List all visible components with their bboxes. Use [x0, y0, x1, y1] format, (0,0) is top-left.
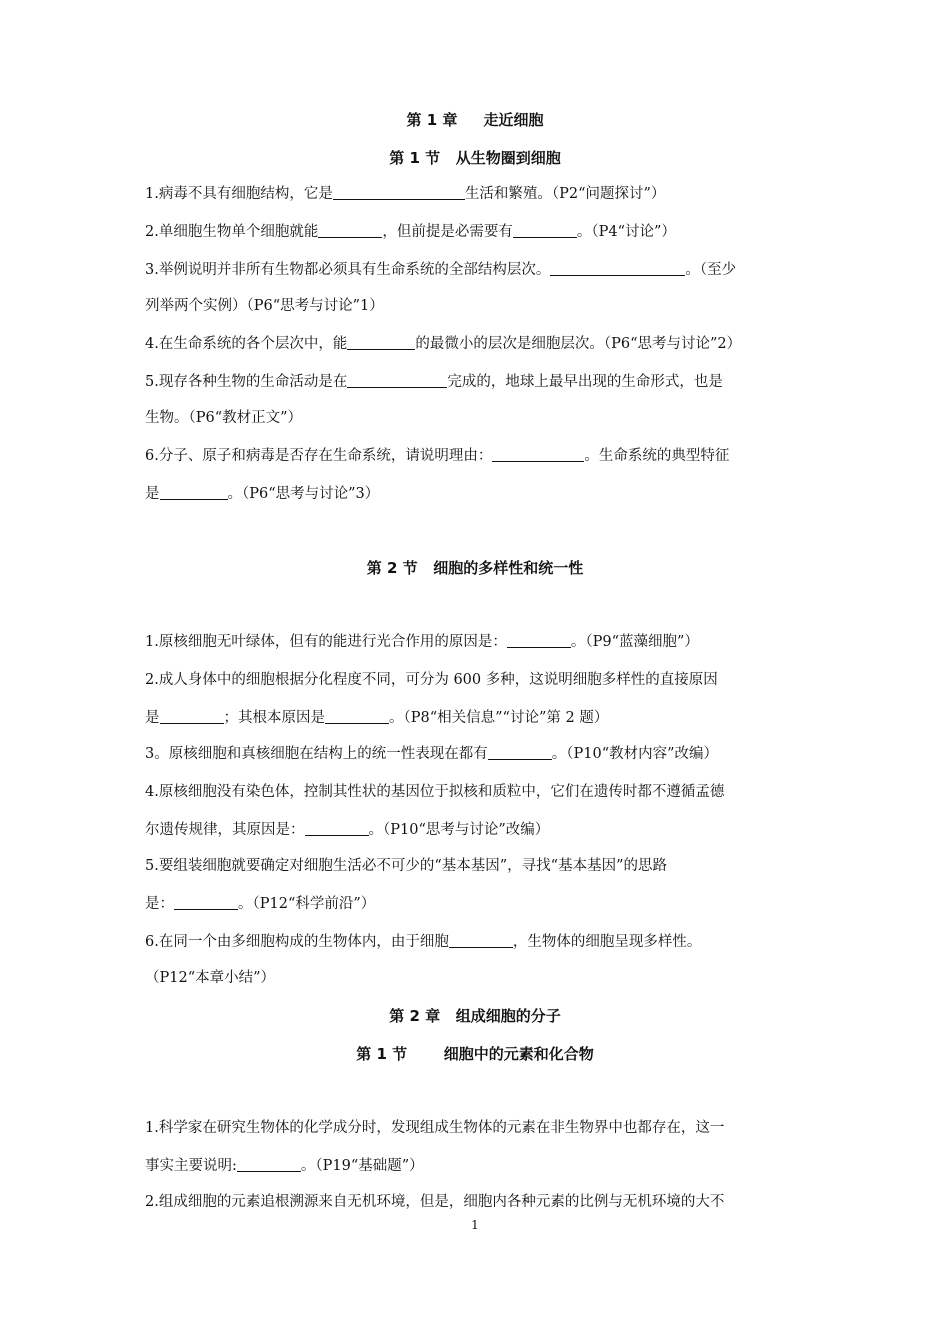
- section-title: 第 1 节 细胞中的元素和化合物: [356, 1045, 594, 1063]
- chapter-title: 第 2 章 组成细胞的分子: [389, 1007, 561, 1025]
- answer-blank[interactable]: [237, 1156, 301, 1172]
- question-line: 4.原核细胞没有染色体，控制其性状的基因位于拟核和质粒中，它们在遗传时都不遵循孟德: [145, 784, 725, 800]
- answer-blank[interactable]: [347, 334, 415, 350]
- question-line: 4.在生命系统的各个层次中，能 的最微小的层次是细胞层次。（P6“思考与讨论”2）: [145, 336, 742, 352]
- question-line: 5.要组装细胞就要确定对细胞生活必不可少的“基本基因”，寻找“基本基因”的思路: [145, 858, 667, 874]
- question-line: 1.科学家在研究生物体的化学成分时，发现组成生物体的元素在非生物界中也都存在，这一: [145, 1120, 725, 1136]
- answer-blank[interactable]: [488, 744, 552, 760]
- answer-blank[interactable]: [513, 222, 577, 238]
- question-line: 3。原核细胞和真核细胞在结构上的统一性表现在都有 。（P10“教材内容”改编）: [145, 746, 719, 762]
- answer-blank[interactable]: [160, 708, 224, 724]
- answer-blank[interactable]: [347, 372, 447, 388]
- question-line: 2.成人身体中的细胞根据分化程度不同，可分为 600 多种，这说明细胞多样性的直接原因: [145, 672, 718, 688]
- answer-blank[interactable]: [449, 932, 513, 948]
- chapter-title: 第 1 章 走近细胞: [406, 111, 544, 129]
- section-title: 第 1 节 从生物圈到细胞: [389, 149, 561, 167]
- question-line: 事实主要说明: 。（P19“基础题”）: [145, 1158, 424, 1174]
- question-line: 是： 。（P12“科学前沿”）: [145, 896, 376, 912]
- answer-blank[interactable]: [325, 708, 389, 724]
- question-line: 是 。（P6“思考与讨论”3）: [145, 486, 380, 502]
- question-line: 3.举例说明并非所有生物都必须具有生命系统的全部结构层次。 。（至少: [145, 262, 737, 278]
- answer-blank[interactable]: [160, 484, 228, 500]
- answer-blank[interactable]: [550, 260, 685, 276]
- question-line: 尔遗传规律，其原因是： 。（P10“思考与讨论”改编）: [145, 822, 550, 838]
- question-line: 列举两个实例）（P6“思考与讨论”1）: [145, 298, 384, 314]
- question-line: 1.病毒不具有细胞结构，它是 生活和繁殖。（P2“问题探讨”）: [145, 186, 666, 202]
- answer-blank[interactable]: [174, 894, 238, 910]
- question-line: 2.组成细胞的元素追根溯源来自无机环境，但是，细胞内各种元素的比例与无机环境的大不: [145, 1194, 725, 1210]
- question-line: 是 ；其根本原因是 。（P8“相关信息”“讨论”第 2 题）: [145, 710, 609, 726]
- answer-blank[interactable]: [507, 632, 571, 648]
- answer-blank[interactable]: [318, 222, 382, 238]
- answer-blank[interactable]: [305, 820, 369, 836]
- section-title: 第 2 节 细胞的多样性和统一性: [366, 559, 584, 577]
- question-line: 2.单细胞生物单个细胞就能 ，但前提是必需要有 。（P4“讨论”）: [145, 224, 676, 240]
- question-line: 5.现存各种生物的生命活动是在 完成的，地球上最早出现的生命形式，也是: [145, 374, 723, 390]
- page-number: 1: [471, 1218, 479, 1232]
- question-line: （P12“本章小结”）: [145, 970, 276, 986]
- question-line: 6.分子、原子和病毒是否存在生命系统，请说明理由： 。生命系统的典型特征: [145, 448, 730, 464]
- question-line: 生物。（P6“教材正文”）: [145, 410, 303, 426]
- question-line: 6.在同一个由多细胞构成的生物体内，由于细胞 ，生物体的细胞呈现多样性。: [145, 934, 702, 950]
- question-line: 1.原核细胞无叶绿体，但有的能进行光合作用的原因是： 。（P9“蓝藻细胞”）: [145, 634, 699, 650]
- answer-blank[interactable]: [492, 446, 584, 462]
- answer-blank[interactable]: [333, 184, 465, 200]
